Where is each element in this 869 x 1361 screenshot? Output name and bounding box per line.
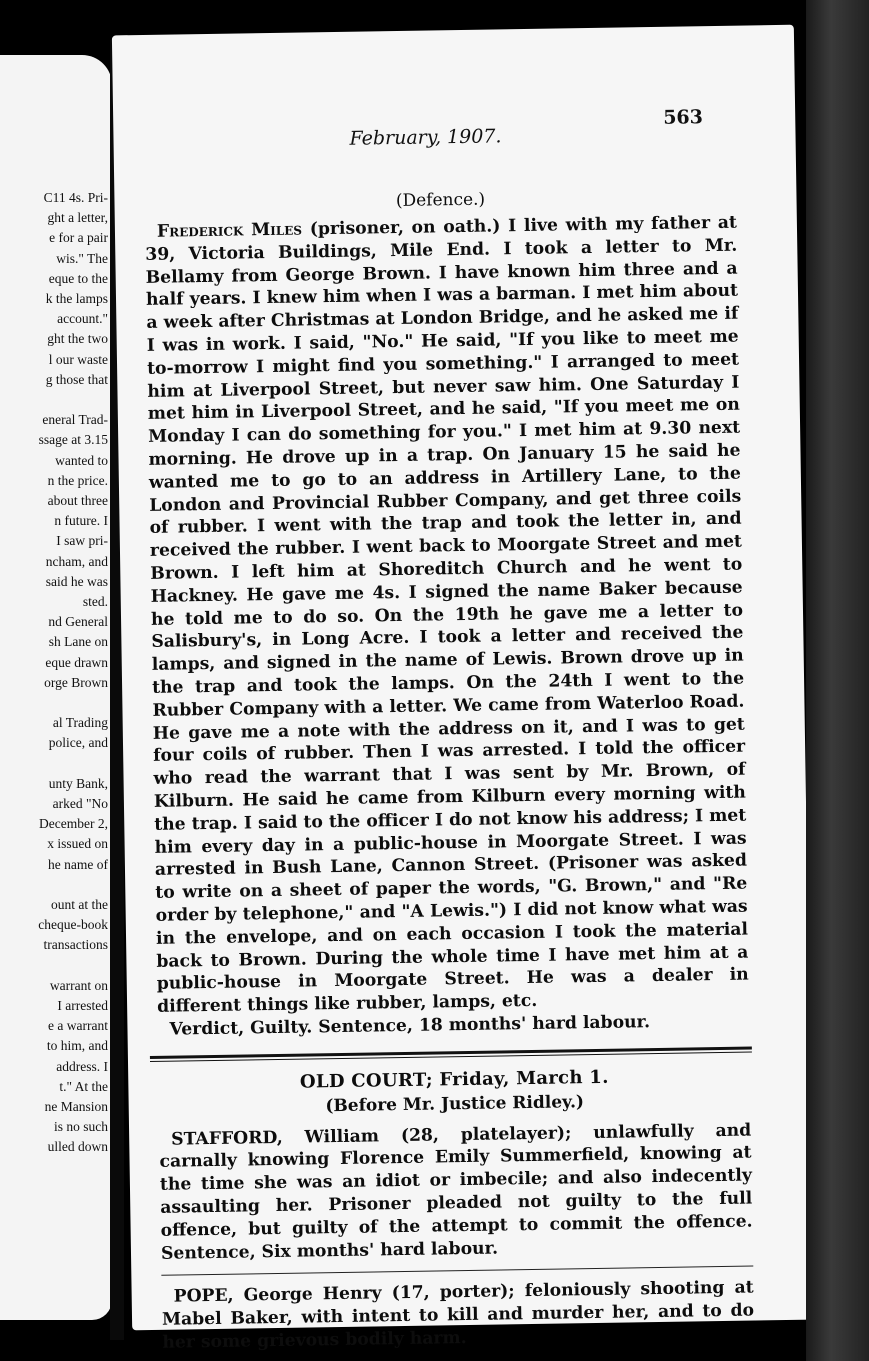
- left-page-line: n future. I: [54, 513, 108, 529]
- left-page-line: is no such: [54, 1119, 108, 1135]
- left-page-line: arked "No: [52, 796, 108, 811]
- left-page-line: t." At the: [59, 1078, 108, 1094]
- left-page-line: wis." The: [56, 250, 108, 266]
- left-page-line: address. I: [56, 1058, 108, 1074]
- left-page-line: ght the two: [47, 331, 108, 347]
- left-page-line: I arrested: [57, 998, 108, 1013]
- left-page-line: l our waste: [48, 351, 108, 367]
- left-page-line: said he was: [45, 573, 108, 589]
- left-page-line: x issued on: [47, 836, 108, 852]
- left-page-line: k the lamps: [45, 291, 108, 306]
- left-page-line: ne Mansion: [44, 1099, 108, 1114]
- left-page-line: ght a letter,: [47, 210, 108, 226]
- left-page-line: ulled down: [47, 1139, 108, 1155]
- left-page-line: police, and: [48, 735, 108, 751]
- left-page-line: sh Lane on: [48, 634, 108, 650]
- left-page-line: warrant on: [49, 977, 108, 993]
- left-page-line: orge Brown: [44, 674, 108, 690]
- verdict: Verdict, Guilty. Sentence, 18 months' hard labour.: [169, 1011, 651, 1040]
- left-page-line: sted.: [82, 594, 108, 609]
- left-page-line: I saw pri-: [56, 533, 108, 549]
- left-page-line: eneral Trad-: [42, 412, 108, 428]
- left-page-line: e a warrant: [48, 1018, 108, 1034]
- speaker-name: Frederick Miles: [156, 219, 303, 242]
- court-heading: OLD COURT; Friday, March 1.: [299, 1066, 609, 1093]
- left-page-line: to him, and: [46, 1038, 108, 1054]
- left-page-line: ncham, and: [45, 553, 108, 569]
- testimony-text: (prisoner, on oath.) I live with my father at 39, Victoria Buildings, Mile End. I took a letter to Mr. Bellamy from George Brown. I have known him three and a half years. I knew him when I was a barman. I met him about a week after Christmas at London Bridge, and he asked me if I was in work. I said, "No." He said, "If you like to meet me to-morrow I might find you something." I arranged to meet him at Liverpool Street, but never saw him. One Saturday I met him in Liverpool Street, and he said, "If you meet me on Monday I can do something for you." I met him at 9.30 next morning. He drove up in a trap. On January 15 he said he wanted me to go to an address in Artillery Lane, to the London and Provincial Rubber Company, and get three coils of rubber. I went with the trap and took the letter in, and received the rubber. I went back to Moorgate Street and met Brown. I left him at Shoreditch Church and he went to Hackney. He gave me 4s. I signed the name Baker because he told me to do so. On the 19th he gave me a letter to Salisbury's, in Long Acre. I took a letter and received the lamps, and signed in the name of Lewis. Brown drove up in the trap and took the lamps. On the 24th I went to the Rubber Company with a letter. We came from Waterloo Road. He gave me a note with the address on it, and I was to get four coils of rubber. Then I was arrested. I told the officer who read the warrant that I was sent by Mr. Brown, of Kilburn. He said he came from Kilburn every morning with the trap. I said to the officer I do not know his address; I met him every day in a public-house in Moorgate Street. I was arrested in Bush Lane, Cannon Street. (Prisoner was asked to write on a sheet of paper the words, "G. Brown," and "Re order by telephone," and "A Lewis.") I did not know what was in the envelope, and on each occasion I took the material back to Brown. During the whole time I have met him at a public-house in Moorgate Street. He was a dealer in different things like rubber, lamps, etc.: [145, 212, 749, 1017]
- case-divider: [161, 1266, 753, 1276]
- left-page-line: cheque-book: [38, 917, 108, 933]
- right-page: [112, 25, 814, 1353]
- left-page-line: account.": [57, 311, 108, 327]
- defence-title: (Defence.): [395, 189, 486, 211]
- case-stafford: STAFFORD, William (28, platelayer); unlawfully and carnally knowing Florence Emily Summerfield, knowing at the time she was an idiot or imbecile; and also indecently assaulting her. Prisoner pleaded not guilty to the full offence, but guilty of the attempt to commit the offence. Sentence, Six months' hard labour.: [159, 1120, 753, 1264]
- page-header: [113, 105, 753, 150]
- left-page-line: eque drawn: [45, 654, 108, 670]
- left-page-line: C11 4s. Pri-: [43, 190, 108, 205]
- left-page: [0, 55, 112, 1320]
- judge-heading: (Before Mr. Justice Ridley.): [325, 1091, 585, 1116]
- left-page-line: about three: [47, 493, 108, 508]
- left-page-line: transactions: [43, 937, 108, 953]
- left-page-line: n the price.: [47, 472, 108, 488]
- running-head: February, 1907.: [349, 125, 502, 150]
- main-text: [144, 186, 754, 1355]
- background-edge: [806, 0, 869, 1361]
- page-number: 563: [663, 106, 704, 129]
- left-page-line: g those that: [45, 371, 108, 387]
- left-page-line: eque to the: [48, 270, 108, 286]
- left-page-line: he name of: [48, 856, 108, 872]
- left-page-line: nd General: [48, 614, 108, 630]
- case-pope: POPE, George Henry (17, porter); feloniously shooting at Mabel Baker, with intent to kill and murder her, and to do her some grievous bodily harm.: [161, 1277, 755, 1353]
- left-page-line: December 2,: [39, 816, 108, 832]
- left-page-line: unty Bank,: [48, 775, 108, 791]
- defence-testimony: [145, 212, 749, 1019]
- left-page-line: e for a pair: [49, 230, 108, 246]
- left-page-line: wanted to: [55, 452, 108, 468]
- left-page-line: al Trading: [52, 715, 108, 731]
- left-page-line: ssage at 3.15: [38, 432, 108, 448]
- left-page-line: ount at the: [51, 897, 108, 912]
